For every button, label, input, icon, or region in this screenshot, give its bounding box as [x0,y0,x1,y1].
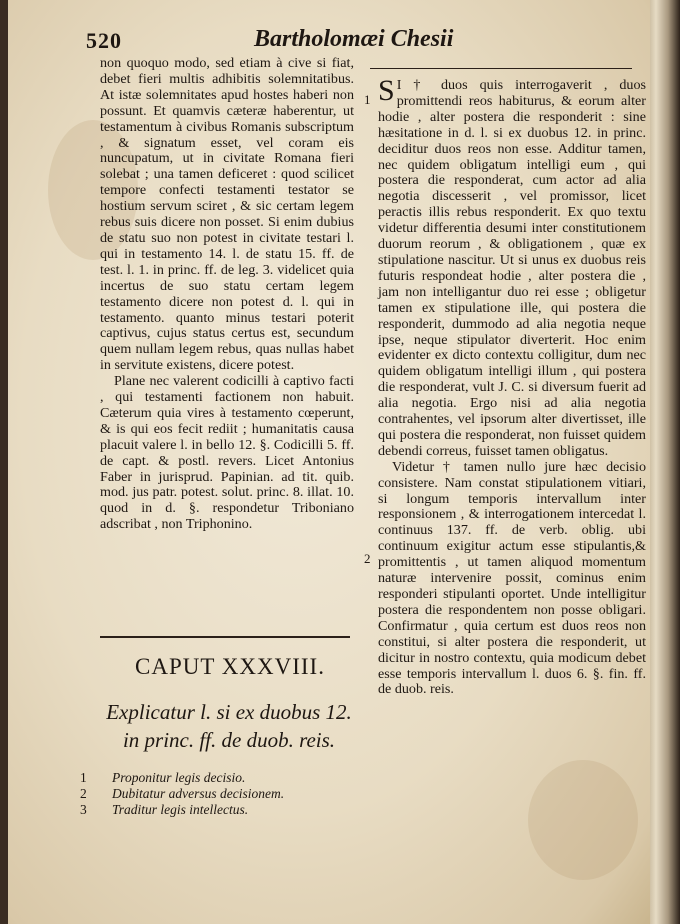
left-paragraph: Plane nec valerent codicilli à captivo facti , qui testamenti factionem non habuit. Cæterum quia vires à testamento cœperunt, & is qui eos fecit rediit ; humanitatis causa placuit valere l. in bello 12. §. Codicilli 5. ff. de capt. & postl. revers. Licet Antonius Faber in jurisprud. Papinian. ad tit. quib. mod. jus patr. potest. solut. princ. 8. illat. 10. quod in d. §. respondetur Triboniano adscribat , non Triphonino. [100,373,354,533]
chapter-subtitle-line: in princ. ff. de duob. reis. [122,728,336,752]
summary-text: Traditur legis intellectus. [112,802,249,817]
margin-number: 1 [364,92,371,107]
drop-capital: S [378,74,395,107]
summary-text: Dubitatur adversus decisionem. [112,786,285,801]
right-paragraph [378,74,646,460]
left-paragraph: non quoquo modo, sed etiam à cive si fiat, debet fieri multis adhibitis solemnitatibus. At istæ solemnitates apud hostes haberi non possunt. Et quamvis cæteræ haberentur, ut testamentum à civibus Romanis subscriptum , & signatum esset, vel coram eis nuncupatum, ut in civitate Romana fieri solebat ; una tamen deficeret : quod scilicet tempore confecti testamenti testator se hostium servum sciret , & sic certam legem rebus suis dicere non posset. Si enim dubius de statu suo non potest in civitate testari l. qui in testamento 14. l. de statu 15. ff. de test. l. 1. in princ. ff. de leg. 3. videlicet quia incertus de suo statu certam legem testamento dicere non potest d. l. qui in testamento. quanto minus testari poterit captivus, cujus status certus est, secundum quem nullam legem rebus, quas nullas habet in servitute existens, dicere potest. [100,55,354,374]
right-paragraph-text: I † duos quis interrogaverit , duos promittendi reos habiturus, & eorum alter hodie , alter postera die responderit : sine hæsitatione in d. l. si ex duobus 12. in princ. deciditur duos reos non esse. Additur tamen, nec quidem obligatum intelligi eum , qui postera die responderat, cum actor ad alia negotia discesserit , vel promissor, licet peractis illis rebus responderit. Ex quo textu videtur differentia desumi inter constitutionem duorum reorum , & obligationem , quæ ex stipulatione nascitur. Ut si unus ex duobus reis futuris respondeat hodie , alter postera die , jam non intelligantur duo rei esse ; obligetur tamen ex stipulatione ille, qui postera die responderit, dummodo ad alia negotia neque ipse, neque stipulator diverterit. Hoc enim evidenter ex dicto contextu colligitur, dum nec quidem obligatum intelligi illum , qui postera die responderat, vult J. C. si diversum fuerit ad alia negotia. Ergo nisi ad alia negotia contrahentes, vel ipsorum alter divertisset, ille qui postera die responderat, non fuisset quidem debendi correus, fuisset tamen obligatus. [378,77,646,459]
chapter-subtitle [84,698,374,754]
paper-stain [528,760,638,880]
summary-number: 3 [80,802,87,817]
margin-number: 2 [364,551,371,566]
chapter-title: CAPUT XXXVIII. [135,654,325,679]
summary-item [80,770,360,786]
summary-text: Proponitur legis decisio. [112,770,246,785]
summary-item [80,786,360,802]
page-number: 520 [86,28,122,53]
right-column [378,74,646,698]
summary-number: 1 [80,770,87,785]
chapter-subtitle-line: Explicatur l. si ex duobus 12. [106,700,352,724]
summary-number: 2 [80,786,87,801]
running-head: Bartholomæi Chesii [254,26,454,52]
header-rule [370,68,632,69]
chapter-rule [100,636,350,638]
right-paragraph: Videtur † tamen nullo jure hæc decisio consistere. Nam constat stipulationem vitiari, si longum temporis intervallum inter responsionem , & interrogationem intercedat l. continuus 137. ff. de verb. oblig. ubi continuum exigitur actum esse stipulantis,& promittentis , ut tamen aliquod momentum naturæ intervenire possit, cominus enim responderi stipulanti oportet. Unde intelligitur postera die respondentem non posse obligari. Confirmatur , quia certum est duos reos non constitui, si alter postera die responderit, ut dicitur in nostro contextu, quia modicum debet esse temporis intervallum l. duos 6. §. fin. ff. de duob. reis. [378,458,646,698]
summary-item [80,802,360,818]
left-column [100,56,354,533]
chapter-summary [80,770,360,818]
